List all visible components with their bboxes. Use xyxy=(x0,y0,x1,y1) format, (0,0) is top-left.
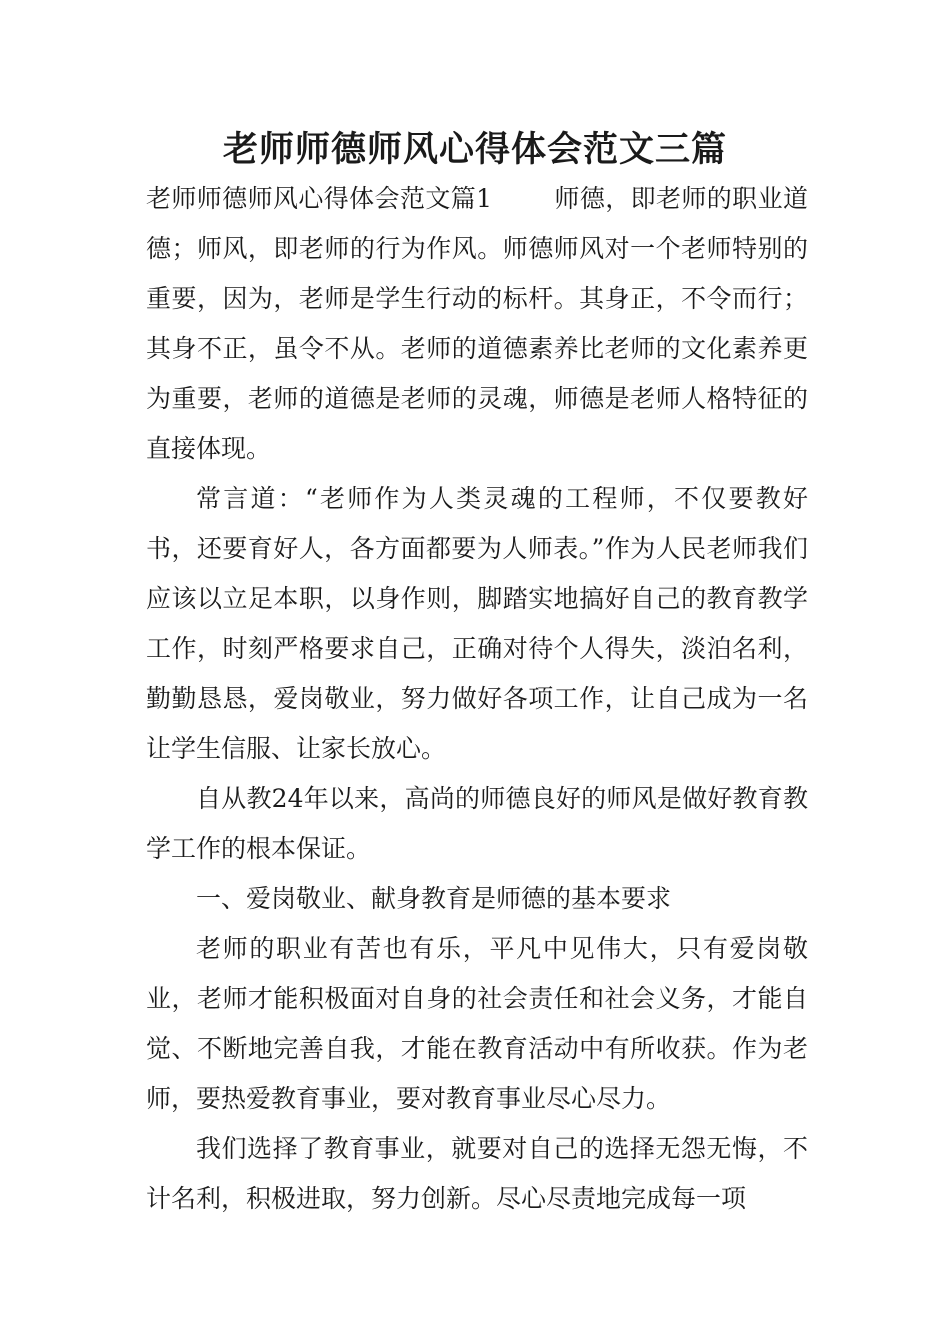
paragraph-4: 老师的职业有苦也有乐，平凡中见伟大，只有爱岗敬业，老师才能积极面对自身的社会责任和社会义务，才能自觉、不断地完善自我，才能在教育活动中有所收获。作为老师，要热爱教育事业，要对教育事业尽心尽力。 xyxy=(146,934,808,1113)
paragraph-2: 常言道：“老师作为人类灵魂的工程师，不仅要教好书，还要育好人，各方面都要为人师表。”作为人民老师我们应该以立足本职，以身作则，脚踏实地搞好自己的教育教学工作，时刻严格要求自己，正确对待个人得失，淡泊名利，勤勤恳恳，爱岗敬业，努力做好各项工作，让自己成为一名让学生信服、让家长放心。 xyxy=(146,484,808,763)
document-body xyxy=(146,174,808,1224)
paragraph-5: 我们选择了教育事业，就要对自己的选择无怨无悔，不计名利，积极进取，努力创新。尽心尽责地完成每一项 xyxy=(146,1134,808,1213)
document-title: 老师师德师风心得体会范文三篇 xyxy=(222,129,727,170)
paragraph-1-text: 师德，即老师的职业道德；师风，即老师的行为作风。师德师风对一个老师特别的重要，因为，老师是学生行动的标杆。其身正，不令而行；其身不正，虽令不从。老师的道德素养比老师的文化素养更为重要，老师的道德是老师的灵魂，师德是老师人格特征的直接体现。 xyxy=(146,184,808,463)
lead-heading: 老师师德师风心得体会范文篇1 xyxy=(146,184,493,213)
section-heading-1: 一、爱岗敬业、献身教育是师德的基本要求 xyxy=(196,884,672,913)
paragraph-1 xyxy=(146,174,808,474)
paragraph-3: 自从教24年以来，高尚的师德良好的师风是做好教育教学工作的根本保证。 xyxy=(146,784,808,863)
